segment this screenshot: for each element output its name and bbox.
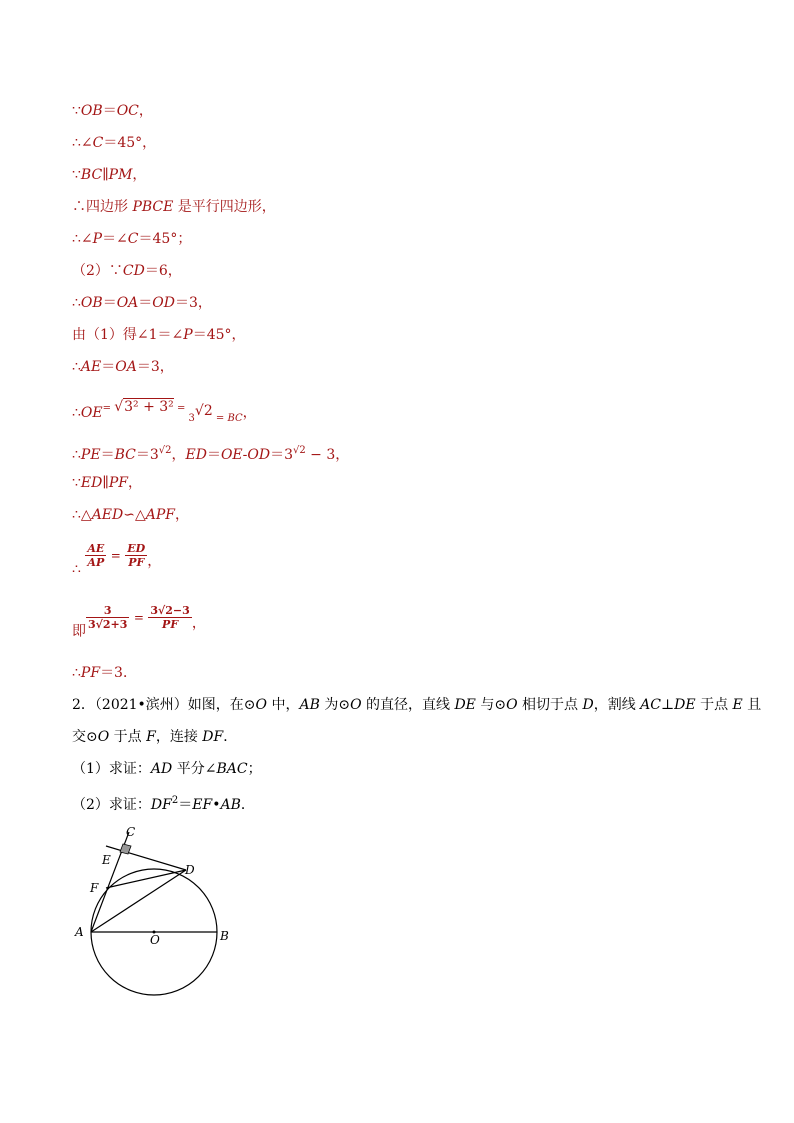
label-a: A <box>75 925 84 939</box>
label-b: B <box>220 929 229 943</box>
label-f: F <box>90 881 99 895</box>
tangent-de <box>106 846 186 870</box>
label-d: D <box>185 863 195 877</box>
solution-line-7: ∴OB＝OA＝OD＝3， <box>72 295 212 311</box>
solution-line-8: 由（1）得∠1＝∠P＝45°， <box>72 327 246 343</box>
solution-line-16: ∴PF＝3． <box>72 665 137 681</box>
problem-2-question-1: （1）求证：AD 平分∠BAC； <box>72 761 262 777</box>
solution-line-4: ∴四边形 PBCE 是平行四边形， <box>72 199 276 215</box>
solution-line-5: ∴∠P＝∠C＝45°； <box>72 231 192 247</box>
problem-2-line-1: 2．（2021•滨州）如图，在⊙O 中，AB 为⊙O 的直径，直线 DE 与⊙O 相切于点 D，割线 AC⊥DE 于点 E 且 <box>72 697 762 713</box>
solution-line-9: ∴AE＝OA＝3， <box>72 359 174 375</box>
label-c: C <box>126 825 136 839</box>
fraction-diff-over-pf: $\frac{3√2-3}{PF}$ <box>150 604 190 631</box>
solution-line-1: ∵OB＝OC， <box>72 103 153 119</box>
solution-line-15: 即 $\frac{3}{3√2+3}$ = $\frac{3√2-3}{PF}$ ， <box>72 604 206 640</box>
problem-2-line-2: 交⊙O 于点 F，连接 DF． <box>72 729 238 745</box>
solution-line-12: ∵ED∥PF， <box>72 475 142 491</box>
fraction-ed-pf: $\frac{ED}{PF}$ <box>127 542 146 569</box>
geometry-figure <box>70 822 250 1002</box>
solution-line-14: ∴ $\frac{AE}{AP}$ = $\frac{ED}{PF}$ ， <box>72 542 162 578</box>
problem-2-question-2: （2）求证：$DF^2=EF•AB$． <box>72 795 255 813</box>
label-e: E <box>102 853 111 867</box>
solution-line-3: ∵BC∥PM， <box>72 167 147 183</box>
segment-ad <box>91 870 186 932</box>
fraction-3-over: $\frac{3}{3√2+3}$ <box>88 604 128 631</box>
solution-line-10: ∴OE= √3² + 3² = $_3$√2 $_=$ $_{BC}$， <box>72 399 257 424</box>
label-o: O <box>150 933 160 947</box>
solution-line-13: ∴△AED∽△APF， <box>72 507 189 523</box>
segment-df <box>106 870 186 888</box>
solution-line-2: ∴∠C＝45°， <box>72 135 157 151</box>
fraction-ae-ap: $\frac{AE}{AP}$ <box>87 542 105 569</box>
solution-line-6: （2）∵CD＝6， <box>72 263 182 279</box>
solution-line-11: $\therefore PE=BC=3^{√2}$，$ED=OE-OD=3^{√2} - 3$， <box>72 445 350 463</box>
